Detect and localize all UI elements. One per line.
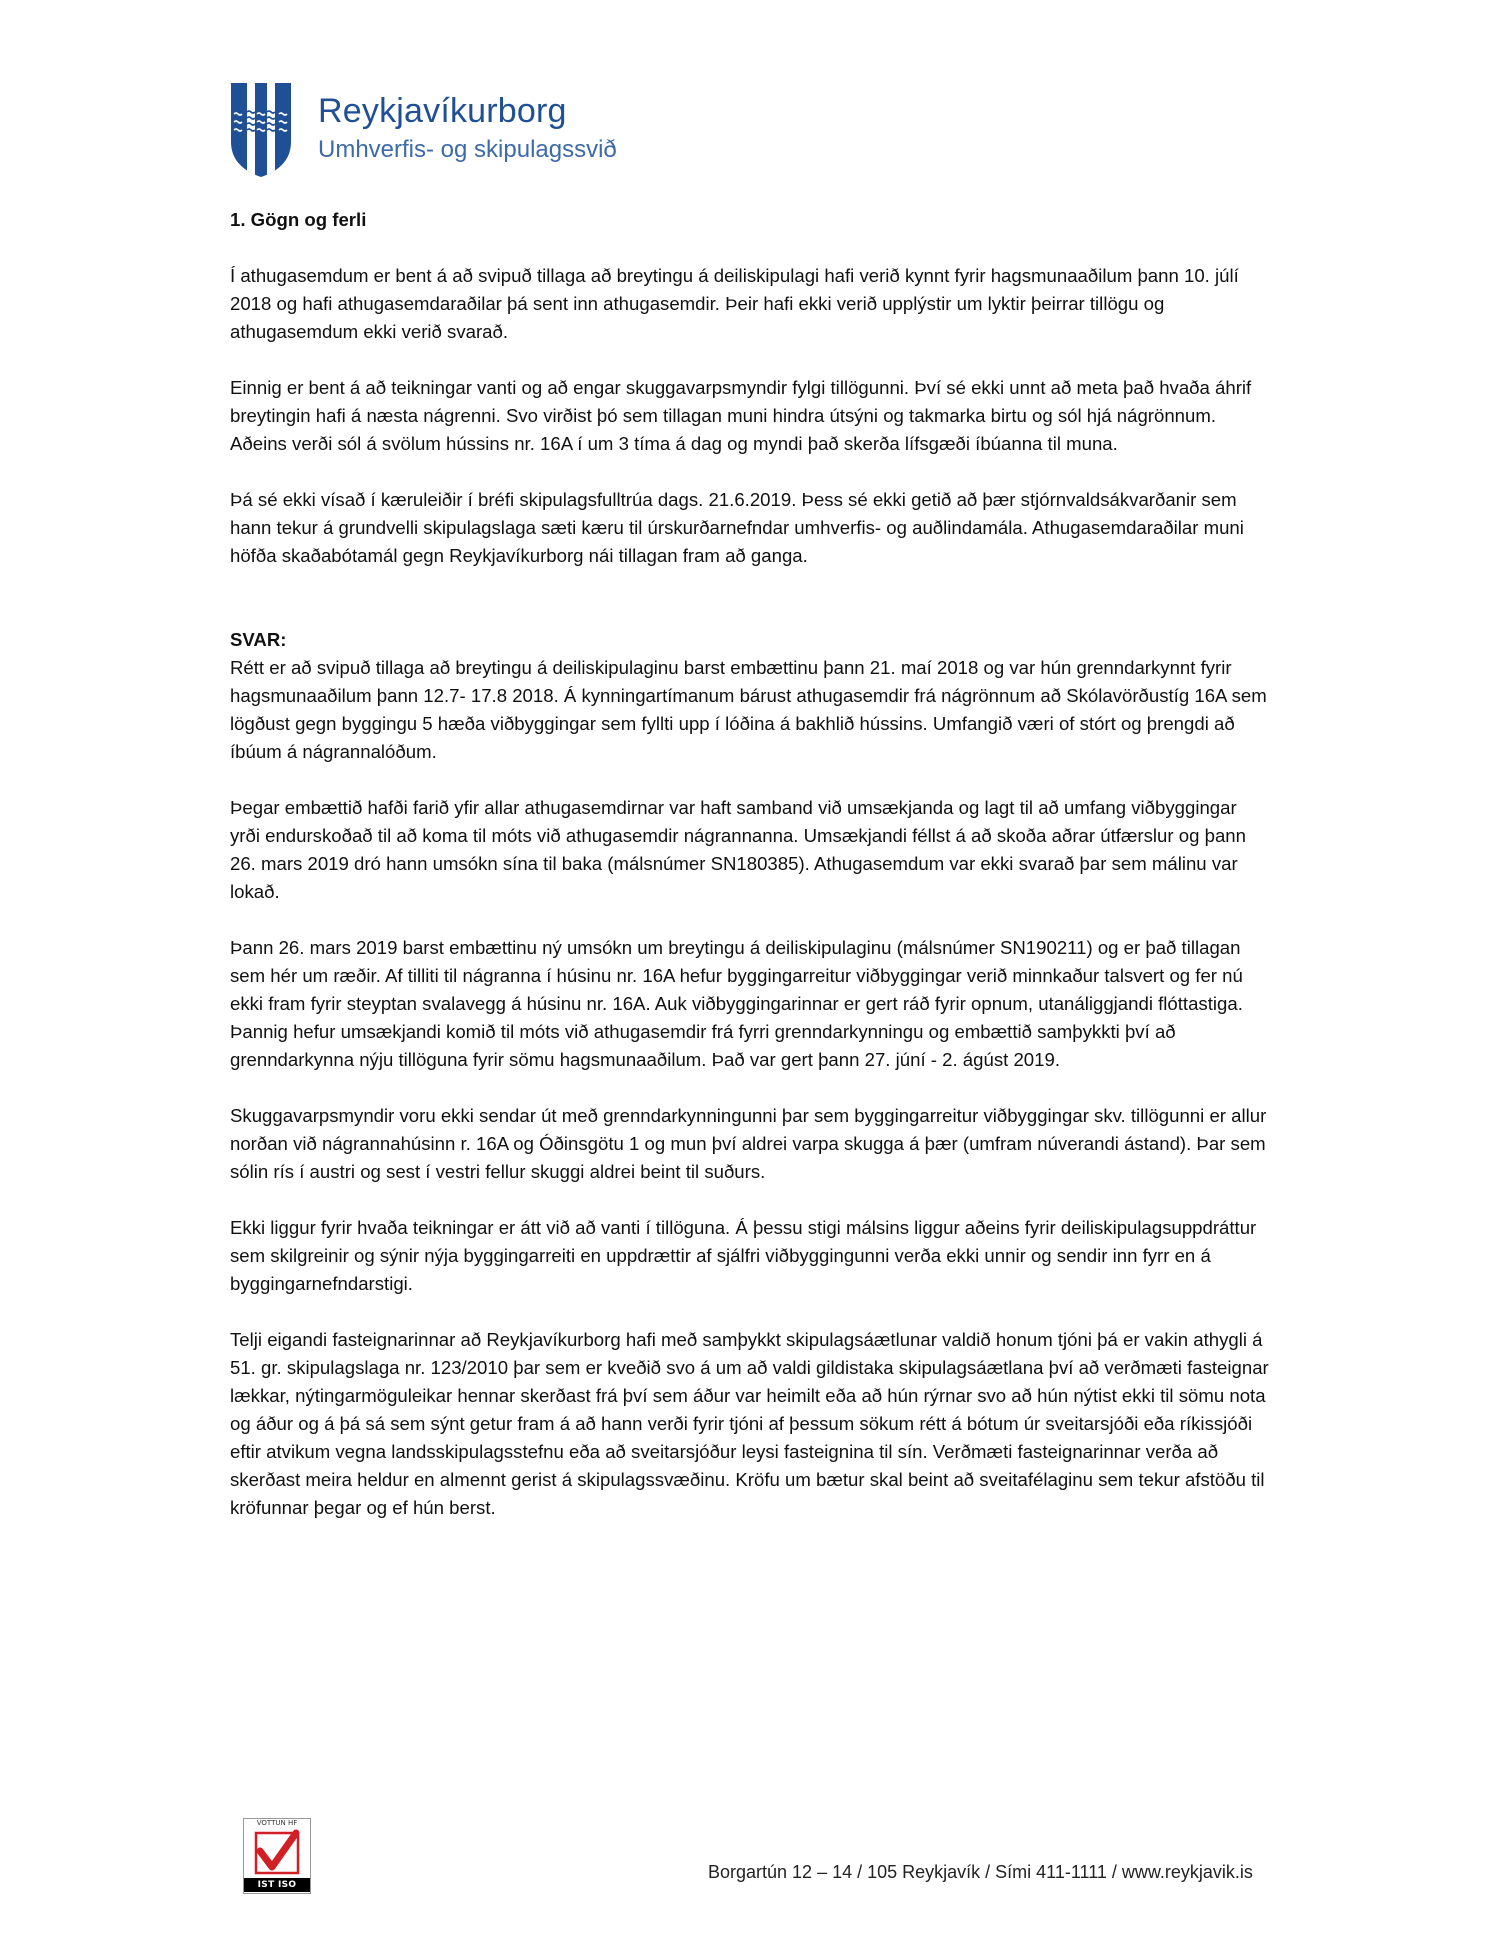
answer-paragraph-5: Ekki liggur fyrir hvaða teikningar er átt við að vanti í tillöguna. Á þessu stigi málsins liggur aðeins fyrir deiliskipulagsuppdráttur sem skilgreinir og sýnir nýja byggingarreiti en uppdrættir af sjálfri viðbyggingunni verða ekki unnir og sendir inn fyrr en á byggingarnefndarstigi. <box>230 1217 1257 1294</box>
checkmark-icon <box>250 1829 304 1877</box>
answer-paragraph-3: Þann 26. mars 2019 barst embættinu ný umsókn um breytingu á deiliskipulaginu (málsnúmer SN190211) og er það tillagan sem hér um ræðir. Af tilliti til nágranna í húsinu nr. 16A hefur byggingarreitur viðbyggingar verið minnkaður talsvert og fer nú ekki fram fyrir steyptan svalavegg á húsinu nr. 16A. Auk viðbyggingarinnar er gert ráð fyrir opnum, utanáliggjandi flóttastiga. Þannig hefur umsækjandi komið til móts við athugasemdir frá fyrri grenndarkynningu og embættið samþykkti því að grenndarkynna nýju tillöguna fyrir sömu hagsmunaaðilum. Það var gert þann 27. júní - 2. ágúst 2019. <box>230 937 1243 1070</box>
certification-top-label: VOTTUN HF <box>256 1819 298 1827</box>
letter-body <box>230 206 1270 1550</box>
spacer <box>230 598 1270 626</box>
certification-label: IST ISO 14001 <box>244 1878 310 1892</box>
answer-paragraph-2: Þegar embættið hafði farið yfir allar athugasemdirnar var haft samband við umsækjanda og lagt til að umfang viðbyggingar yrði endurskoðað til að koma til móts við athugasemdir nágrannanna. Umsækjandi féllst á að skoða aðrar útfærslur og þann 26. mars 2019 dró hann umsókn sína til baka (málsnúmer SN180385). Athugasemdum var ekki svarað þar sem málinu var lokað. <box>230 797 1246 902</box>
org-name: Reykjavíkurborg <box>318 92 567 130</box>
intro-paragraph-1: Í athugasemdum er bent á að svipuð tillaga að breytingu á deiliskipulagi hafi verið kynnt fyrir hagsmunaaðilum þann 10. júlí 2018 og hafi athugasemdaraðilar þá sent inn athugasemdir. Þeir hafi ekki verið upplýstir um lyktir þeirrar tillögu og athugasemdum ekki verið svarað. <box>230 265 1239 342</box>
iso-certification-badge <box>243 1818 311 1904</box>
footer-address: Borgartún 12 – 14 / 105 Reykjavík / Sími 411-1111 / www.reykjavik.is <box>708 1862 1253 1882</box>
reykjavik-crest-icon <box>230 82 292 178</box>
intro-paragraph-2: Einnig er bent á að teikningar vanti og að engar skuggavarpsmyndir fylgi tillögunni. Því sé ekki unnt að meta það hvaða áhrif breytingin hafi á næsta nágrenni. Svo virðist þó sem tillagan muni hindra útsýni og takmarka birtu og sól hjá nágrönnum. Aðeins verði sól á svölum hússins nr. 16A í um 3 tíma á dag og myndi það skerða lífsgæði íbúanna til muna. <box>230 377 1252 454</box>
department-name: Umhverfis- og skipulagssvið <box>318 136 617 163</box>
answer-paragraph-6: Telji eigandi fasteignarinnar að Reykjavíkurborg hafi með samþykkt skipulagsáætlunar valdið honum tjóni þá er vakin athygli á 51. gr. skipulagslaga nr. 123/2010 þar sem er kveðið svo á um að valdi gildistaka skipulagsáætlana því að verðmæti fasteignar lækkar, nýtingarmöguleikar hennar skerðast frá því sem áður var heimilt eða að hún rýrnar svo að hún nýtist ekki til sömu nota og áður og á þá sá sem sýnt getur fram á að hann verði fyrir tjóni af þessum sökum rétt á bótum úr sveitarsjóði eða ríkissjóði eftir atvikum vegna landsskipulagsstefnu eða að sveitarsjóður leysi fasteignina til sín. Verðmæti fasteignarinnar verða að skerðast meira heldur en almennt gerist á skipulagssvæðinu. Kröfu um bætur skal beint að sveitafélaginu sem tekur afstöðu til kröfunnar þegar og ef hún berst. <box>230 1329 1269 1518</box>
section-title: 1. Gögn og ferli <box>230 209 367 230</box>
answer-paragraph-4: Skuggavarpsmyndir voru ekki sendar út með grenndarkynningunni þar sem byggingarreitur viðbyggingar skv. tillögunni er allur norðan við nágrannahúsinn r. 16A og Óðinsgötu 1 og mun því aldrei varpa skugga á þær (umfram núverandi ástand). Þar sem sólin rís í austri og sest í vestri fellur skuggi aldrei beint til suðurs. <box>230 1105 1267 1182</box>
intro-paragraph-3: Þá sé ekki vísað í kæruleiðir í bréfi skipulagsfulltrúa dags. 21.6.2019. Þess sé ekki getið að þær stjórnvaldsákvarðanir sem hann tekur á grundvelli skipulagslaga sæti kæru til úrskurðarnefndar umhverfis- og auðlindamála. Athugasemdaraðilar muni höfða skaðabótamál gegn Reykjavíkurborg nái tillagan fram að ganga. <box>230 489 1244 566</box>
answer-heading: SVAR: <box>230 629 287 650</box>
letterhead <box>230 82 830 178</box>
answer-paragraph-1: Rétt er að svipuð tillaga að breytingu á deiliskipulaginu barst embættinu þann 21. maí 2018 og var hún grenndarkynnt fyrir hagsmunaaðilum þann 12.7- 17.8 2018. Á kynningartímanum bárust athugasemdir frá nágrönnum að Skólavörðustíg 16A sem lögðust gegn byggingu 5 hæða viðbyggingar sem fyllti upp í lóðina á bakhlið hússins. Umfangið væri of stórt og þrengdi að íbúum á nágrannalóðum. <box>230 657 1267 762</box>
